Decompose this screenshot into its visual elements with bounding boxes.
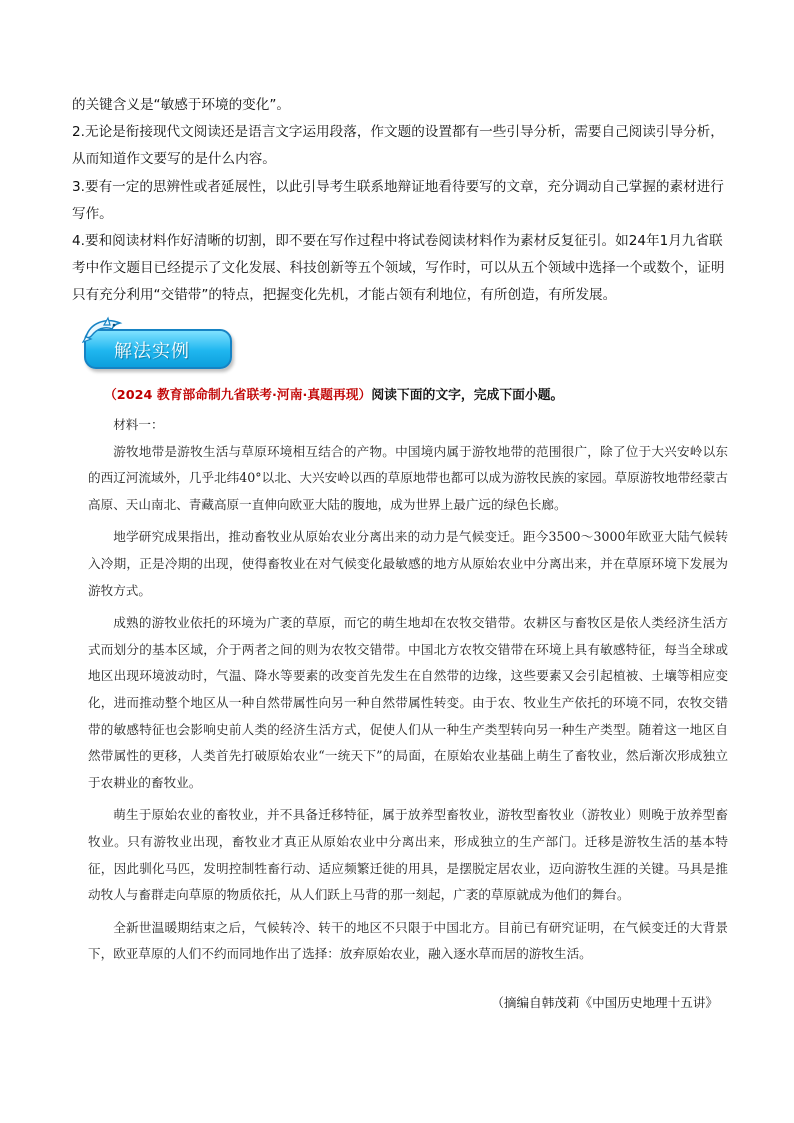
question-prompt: 阅读下面的文字，完成下面小题。	[371, 388, 564, 403]
material-paragraph: 萌生于原始农业的畜牧业，并不具备迁移特征，属于放养型畜牧业，游牧型畜牧业（游牧业）则晚于放养型畜牧业。只有游牧业出现，畜牧业才真正从原始农业中分离出来，形成独立的生产部门。迁移是游牧生活的基本特征，因此驯化马匹，发明控制牲畜行动、适应频繁迁徙的用具，是摆脱定居农业，迈向游牧生涯的关键。马具是推动牧人与畜群走向草原的物质依托，从人们跃上马背的那一刻起，广袤的草原就成为他们的舞台。	[88, 807, 728, 903]
section-badge	[84, 315, 234, 375]
intro-item-4: 4.要和阅读材料作好清晰的切割，即不要在写作过程中将试卷阅读材料作为素材反复征引。如24年1月九省联考中作文题目已经提示了文化发展、科技创新等五个领域，写作时，可以从五个领域中选择一个或数个，证明只有充分利用“交错带”的特点，把握变化先机，才能占领有利地位，有所创造，有所发展。	[72, 233, 725, 304]
badge-label: 解法实例	[114, 341, 190, 362]
intro-line: 的关键含义是“敏感于环境的变化”。	[72, 97, 290, 113]
intro-item-3: 3.要有一定的思辨性或者延展性，以此引导考生联系地辩证地看待要写的文章，充分调动自己掌握的素材进行写作。	[72, 178, 724, 222]
material-section	[88, 412, 728, 968]
material-paragraph: 成熟的游牧业依托的环境为广袤的草原，而它的萌生地却在农牧交错带。农耕区与畜牧区是依人类经济生活方式而划分的基本区域，介于两者之间的则为农牧交错带。中国北方农牧交错带在环境上具有敏感特征，每当全球或地区出现环境波动时，气温、降水等要素的改变首先发生在自然带的边缘，这些要素又会引起植被、土壤等相应变化，进而推动整个地区从一种自然带属性向另一种自然带属性转变。由于农、牧业生产依托的环境不同，农牧交错带的敏感特征也会影响史前人类的经济生活方式，促使人们从一种生产类型转向另一种生产类型。随着这一地区自然带属性的更移，人类首先打破原始农业“一统天下”的局面，在原始农业基础上萌生了畜牧业，然后渐次形成独立于农耕业的畜牧业。	[88, 615, 728, 790]
question-source: （2024 教育部命制九省联考·河南·真题再现）	[104, 388, 372, 403]
material-paragraph: 全新世温暖期结束之后，气候转冷、转干的地区不只限于中国北方。目前已有研究证明，在气候变迁的大背景下，欧亚草原的人们不约而同地作出了选择：放弃原始农业，融入逐水草而居的游牧生活。	[88, 919, 728, 962]
intro-item-2: 2.无论是衔接现代文阅读还是语言文字运用段落，作文题的设置都有一些引导分析，需要自己阅读引导分析，从而知道作文要写的是什么内容。	[72, 124, 724, 168]
question-heading	[104, 384, 563, 403]
material-source: （摘编自韩茂莉《中国历史地理十五讲》	[491, 995, 718, 1010]
material-paragraph: 游牧地带是游牧生活与草原环境相互结合的产物。中国境内属于游牧地带的范围很广，除了位于大兴安岭以东的西辽河流域外，几乎北纬40°以北、大兴安岭以西的草原地带也都可以成为游牧民族的家园。草原游牧地带经蒙古高原、天山南北、青藏高原一直伸向欧亚大陆的腹地，成为世界上最广远的绿色长廊。	[88, 443, 728, 512]
intro-section	[72, 92, 727, 310]
material-label: 材料一：	[113, 417, 164, 432]
material-paragraph: 地学研究成果指出，推动畜牧业从原始农业分离出来的动力是气候变迁。距今3500～3000年欧亚大陆气候转入冷期，正是冷期的出现，使得畜牧业在对气候变化最敏感的地方从原始农业中分离出来，并在草原环境下发展为游牧方式。	[88, 529, 728, 598]
